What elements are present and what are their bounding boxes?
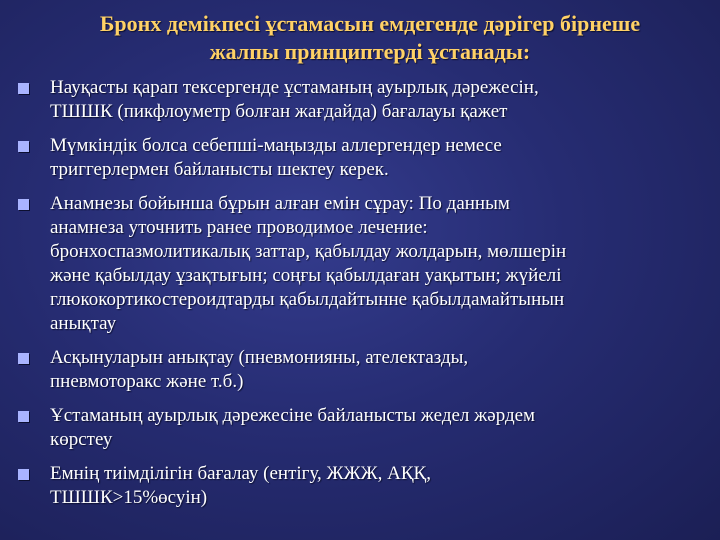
- bullet-item: [16, 134, 706, 182]
- bullet-line: Ұстаманың ауырлық дәрежесіне байланысты жедел жәрдем: [50, 405, 536, 426]
- bullet-line: пневмоторакс және т.б.): [50, 371, 244, 392]
- square-bullet-icon: [18, 353, 29, 364]
- square-bullet-icon: [18, 411, 29, 422]
- bullet-line: Анамнезы бойынша бұрын алған емін сұрау: По данным: [50, 193, 510, 214]
- bullet-item: [16, 76, 706, 124]
- bullet-line: анамнеза уточнить ранее проводимое лечение:: [50, 217, 428, 238]
- bullet-line: ТШШК (пикфлоуметр болған жағдайда) бағалауы қажет: [50, 101, 508, 122]
- bullet-line: триггерлермен байланысты шектеу керек.: [50, 159, 389, 180]
- bullet-item: [16, 346, 706, 394]
- slide-title: [30, 10, 710, 66]
- square-bullet-icon: [18, 469, 29, 480]
- bullet-line: Мүмкіндік болса себепші-маңызды аллергендер немесе: [50, 135, 502, 156]
- bullet-line: бронхоспазмолитикалық заттар, қабылдау жолдарын, мөлшерін: [50, 241, 567, 262]
- bullet-item: [16, 404, 706, 452]
- bullet-item: [16, 462, 706, 510]
- bullet-item: [16, 192, 706, 336]
- bullet-line: Емнің тиімділігін бағалау (ентігу, ЖЖЖ, АҚҚ,: [50, 463, 431, 484]
- bullet-line: глюкокортикостероидтарды қабылдайтынне қабылдамайтынын: [50, 289, 565, 310]
- title-line-1: Бронх демікпесі ұстамасын емдегенде дәрігер бірнеше: [99, 11, 641, 36]
- bullet-line: ТШШК>15%өсуін): [50, 487, 208, 508]
- bullet-line: Асқынуларын анықтау (пневмонияны, ателектазды,: [50, 347, 469, 368]
- bullet-list: [16, 76, 706, 520]
- square-bullet-icon: [18, 141, 29, 152]
- bullet-line: және қабылдау ұзақтығын; соңғы қабылдаған уақытын; жүйелі: [50, 265, 562, 286]
- square-bullet-icon: [18, 199, 29, 210]
- bullet-line: Науқасты қарап тексергенде ұстаманың ауырлық дәрежесін,: [50, 77, 539, 98]
- bullet-line: көрстеу: [50, 429, 113, 450]
- bullet-line: анықтау: [50, 313, 117, 334]
- title-line-2: жалпы принциптерді ұстанады:: [209, 39, 531, 64]
- square-bullet-icon: [18, 83, 29, 94]
